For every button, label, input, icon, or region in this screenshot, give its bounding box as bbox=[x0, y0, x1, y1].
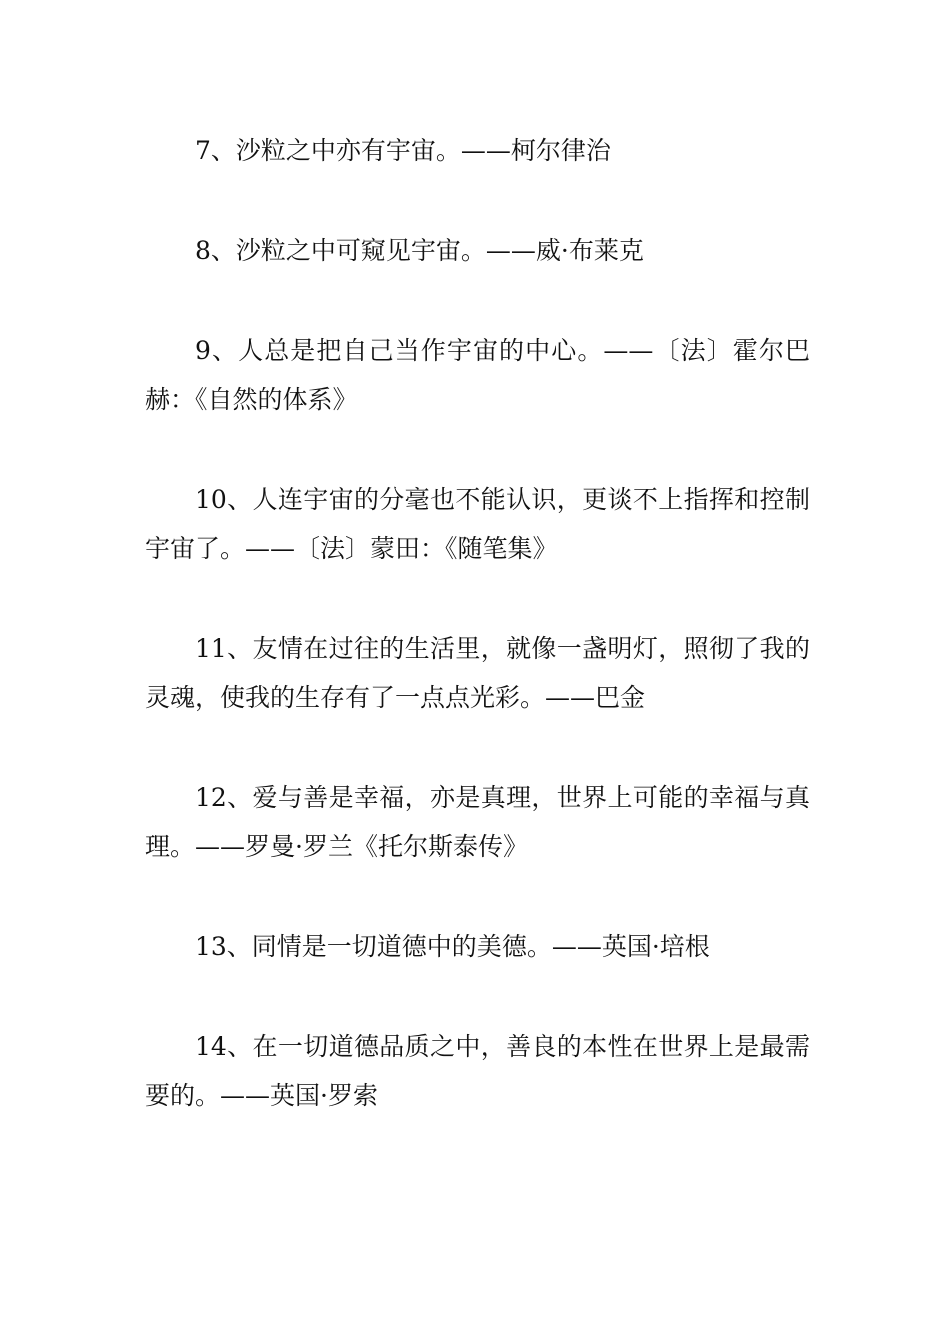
quote-item: 7、沙粒之中亦有宇宙。——柯尔律治 bbox=[195, 136, 611, 165]
quote-item: 12、爱与善是幸福，亦是真理，世界上可能的幸福与真理。——罗曼·罗兰《托尔斯泰传》 bbox=[145, 783, 810, 861]
quote-item: 10、人连宇宙的分毫也不能认识，更谈不上指挥和控制宇宙了。——〔法〕蒙田：《随笔集》 bbox=[145, 485, 810, 563]
quote-item: 14、在一切道德品质之中，善良的本性在世界上是最需要的。——英国·罗索 bbox=[145, 1032, 810, 1110]
quote-item: 9、人总是把自己当作宇宙的中心。——〔法〕霍尔巴赫：《自然的体系》 bbox=[145, 336, 810, 414]
quote-item: 11、友情在过往的生活里，就像一盏明灯，照彻了我的灵魂，使我的生存有了一点点光彩。——巴金 bbox=[145, 634, 810, 712]
quote-item: 8、沙粒之中可窥见宇宙。——威·布莱克 bbox=[195, 236, 644, 265]
quote-item: 13、同情是一切道德中的美德。——英国·培根 bbox=[195, 932, 710, 961]
quote-list bbox=[145, 126, 810, 1171]
